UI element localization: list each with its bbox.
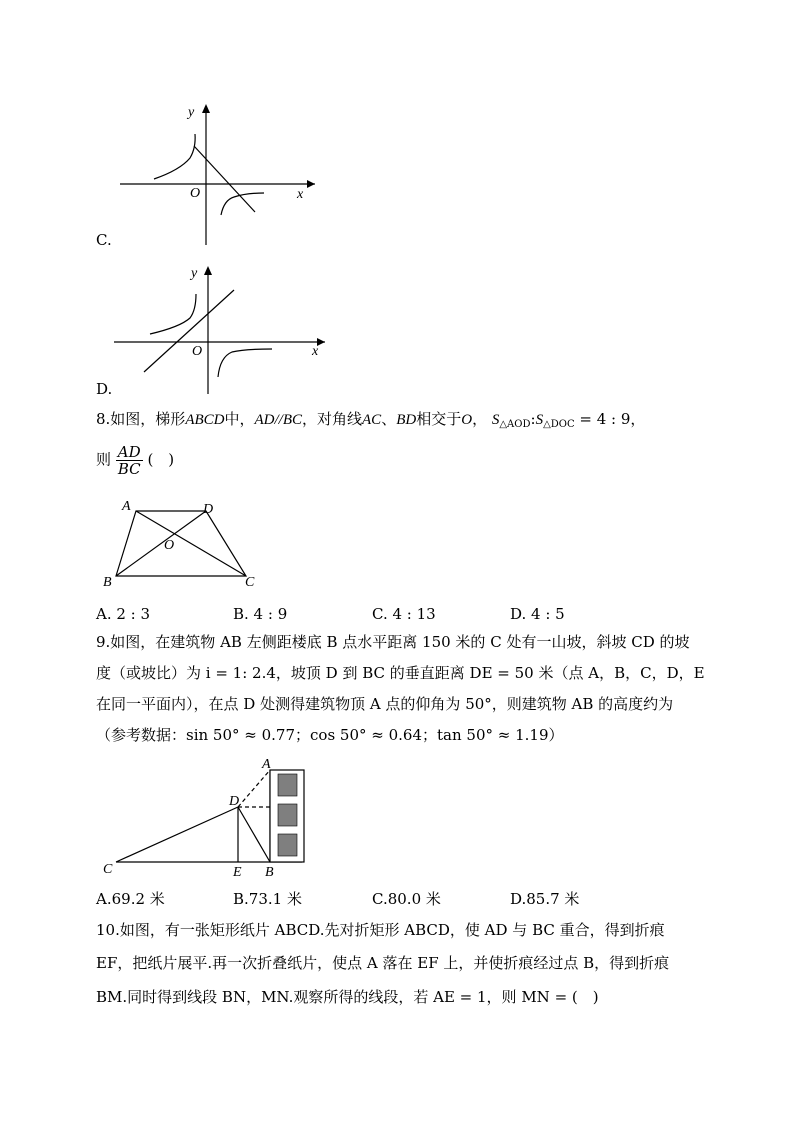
q8-fig-c: C <box>245 575 255 590</box>
graph-c <box>110 100 330 250</box>
q8-abcd: ABCD <box>185 412 225 428</box>
q9-fig-b: B <box>265 865 274 880</box>
q8-mid1: 中， <box>224 410 255 428</box>
q8-statement <box>96 408 645 436</box>
q8-s2: S <box>535 412 544 428</box>
option-d-label: D. <box>96 380 113 398</box>
q8-s1: S <box>491 412 500 428</box>
q9-line-1: 9.如图，在建筑物 AB 左侧距楼底 B 点水平距离 150 米的 C 处有一山坡，斜坡 CD 的坡 <box>96 633 690 651</box>
graph-c-y-label: y <box>188 105 195 120</box>
q8-frac-num: AD <box>117 443 141 461</box>
q8-fig-d: D <box>203 502 214 517</box>
q8-fraction <box>116 444 143 477</box>
q8-choice-d[interactable]: D. 4 : 5 <box>510 605 565 623</box>
q8-choice-a[interactable]: A. 2 : 3 <box>96 605 151 623</box>
q8-fig-b: B <box>103 575 112 590</box>
q8-choice-c[interactable]: C. 4 : 13 <box>372 605 436 623</box>
graph-c-x-label: x <box>297 187 304 202</box>
q10-line-3: BM.同时得到线段 BN，MN.观察所得的线段，若 AE = 1，则 MN = ( ) <box>96 988 599 1006</box>
q8-mid2: ，对角线 <box>302 410 363 428</box>
q8-adbc: AD//BC <box>254 412 302 428</box>
q8-frac-den: BC <box>117 460 141 478</box>
q9-fig-a: A <box>262 757 271 772</box>
q8-prefix: 8.如图，梯形 <box>96 410 186 428</box>
q8-ac: AC <box>362 412 382 428</box>
q8-comma: ， <box>472 410 488 428</box>
q8-s1-sub: △AOD <box>499 419 531 430</box>
q8-choice-b[interactable]: B. 4 : 9 <box>233 605 288 623</box>
q8-s2-sub: △DOC <box>543 419 575 430</box>
q8-mid3: 相交于 <box>416 410 462 428</box>
q9-line-2: 度（或坡比）为 i = 1: 2.4，坡顶 D 到 BC 的垂直距离 DE = 50 米（点 A，B，C，D，E <box>96 664 705 682</box>
q8-ratio: = 4 : 9 <box>579 410 631 428</box>
q8-fig-a: A <box>122 499 131 514</box>
q9-fig-e: E <box>233 865 242 880</box>
q9-line-4: （参考数据：sin 50° ≈ 0.77；cos 50° ≈ 0.64；tan 50° ≈ 1.19） <box>96 726 564 744</box>
q9-choice-b[interactable]: B.73.1 米 <box>233 890 302 908</box>
q8-sep: 、 <box>381 410 397 428</box>
graph-d-y-label: y <box>191 266 198 281</box>
graph-d-x-label: x <box>312 344 319 359</box>
q9-choice-d[interactable]: D.85.7 米 <box>510 890 580 908</box>
q8-bd: BD <box>396 412 417 428</box>
graph-c-o-label: O <box>190 186 201 201</box>
q8-then: 则 <box>96 450 112 469</box>
q10-line-1: 10.如图，有一张矩形纸片 ABCD.先对折矩形 ABCD，使 AD 与 BC 重合，得到折痕 <box>96 921 665 939</box>
q9-fig-d: D <box>229 794 240 809</box>
q10-line-2: EF，把纸片展平.再一次折叠纸片，使点 A 落在 EF 上，并使折痕经过点 B，得到折痕 <box>96 954 670 972</box>
q8-paren: ( ) <box>147 450 175 469</box>
q9-figure <box>100 755 315 880</box>
q8-ask <box>96 444 174 477</box>
q8-o: O <box>461 412 473 428</box>
graph-d <box>110 262 335 397</box>
q8-fig-o: O <box>164 538 175 553</box>
q8-end: ， <box>630 410 646 428</box>
option-c-label: C. <box>96 231 112 249</box>
q9-fig-c: C <box>103 862 113 877</box>
q8-figure <box>100 497 270 592</box>
q9-line-3: 在同一平面内），在点 D 处测得建筑物顶 A 点的仰角为 50°，则建筑物 AB 的高度约为 <box>96 695 674 713</box>
q9-choice-a[interactable]: A.69.2 米 <box>96 890 165 908</box>
graph-d-o-label: O <box>192 344 203 359</box>
q8-colon: : <box>530 410 536 428</box>
q9-choice-c[interactable]: C.80.0 米 <box>372 890 441 908</box>
